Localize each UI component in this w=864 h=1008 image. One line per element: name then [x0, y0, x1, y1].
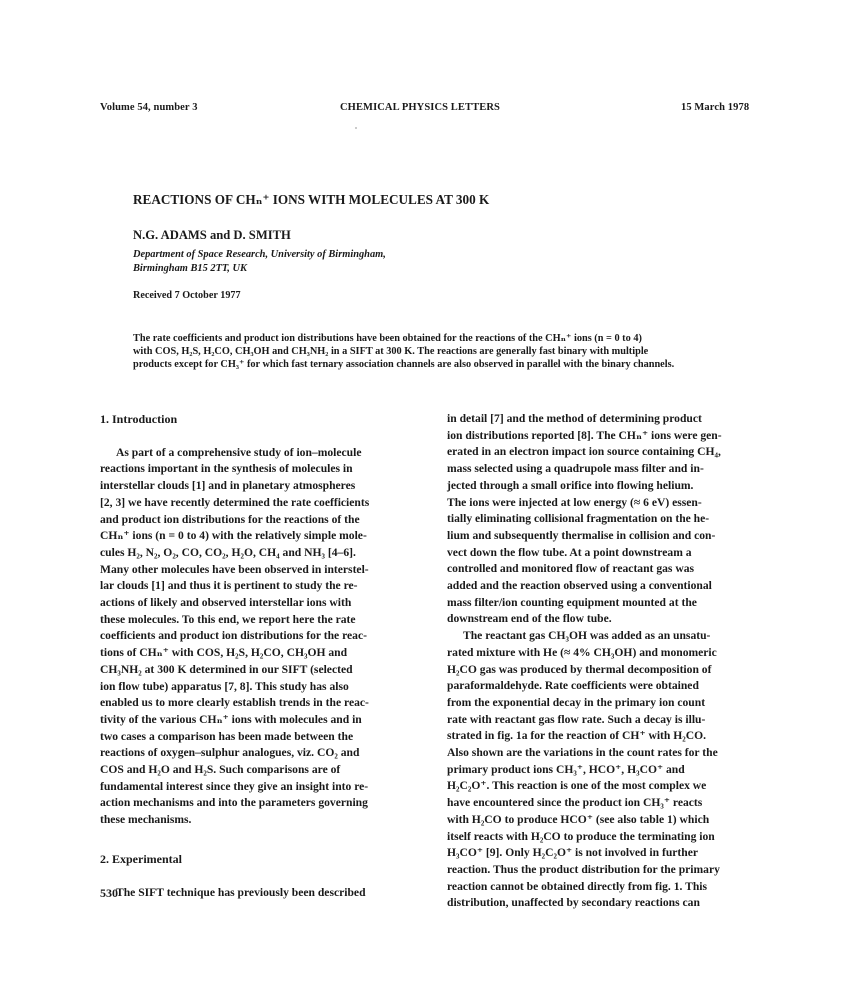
paragraph-line: rated mixture with He (≈ 4% CH₃OH) and monomeric: [447, 645, 717, 659]
paragraph-line: interstellar clouds [1] and in planetary atmospheres: [100, 479, 356, 493]
paragraph-line: and product ion distributions for the reactions of the: [100, 512, 360, 526]
paragraph-line: tially eliminating collisional fragmentation on the he-: [447, 512, 710, 526]
paragraph-line: Also shown are the variations in the count rates for the: [447, 746, 718, 760]
paragraph-line: jected through a small orifice into flowing helium.: [447, 478, 694, 492]
paragraph-line: fundamental interest since they give an insight into re-: [100, 779, 369, 793]
paragraph-line: these molecules. To this end, we report here the rate: [100, 612, 356, 626]
paragraph-line: paraformaldehyde. Rate coefficients were obtained: [447, 679, 699, 693]
paragraph-line: in detail [7] and the method of determining product: [447, 412, 702, 425]
paragraph-line: reaction cannot be obtained directly from fig. 1. This: [447, 879, 707, 893]
paragraph-line: lar clouds [1] and thus it is pertinent to study the re-: [100, 579, 358, 593]
paragraph-line: reactions important in the synthesis of molecules in: [100, 462, 353, 476]
paragraph-line: have encountered since the product ion CH₃⁺ reacts: [447, 796, 703, 810]
paragraph-line: reactions of oxygen–sulphur analogues, viz. CO₂ and: [100, 746, 360, 760]
authors: N.G. ADAMS and D. SMITH: [133, 228, 291, 242]
section-heading: 1. Introduction: [100, 412, 178, 426]
paragraph-line: The SIFT technique has previously been described: [116, 885, 366, 899]
left-column: [100, 411, 425, 901]
paragraph-line: tivity of the various CHₙ⁺ ions with molecules and in: [100, 712, 362, 726]
paragraph-line: actions of likely and observed interstellar ions with: [100, 596, 352, 610]
received-date: Received 7 October 1977: [133, 290, 241, 301]
paragraph-line: lium and subsequently thermalise in collision and con-: [447, 528, 716, 542]
paragraph-line: rate with reactant gas flow rate. Such a decay is illu-: [447, 712, 706, 726]
paragraph-line: two cases a comparison has been made between the: [100, 729, 354, 743]
affiliation-line: Department of Space Research, University of Birmingham,: [133, 249, 386, 260]
paragraph-line: cules H₂, N₂, O₂, CO, CO₂, H₂O, CH₄ and NH₃ [4–6].: [100, 545, 356, 559]
abstract-line: with COS, H₂S, H₂CO, CH₃OH and CH₃NH₂ in a SIFT at 300 K. The reactions are generally fast binary with multiple: [133, 346, 649, 358]
paragraph-line: coefficients and product ion distributions for the reac-: [100, 629, 367, 643]
paragraph-line: action mechanisms and into the parameters governing: [100, 796, 368, 810]
section-heading: 2. Experimental: [100, 851, 182, 866]
affiliation: [133, 248, 386, 276]
paragraph-line: enabled us to more clearly establish trends in the reac-: [100, 696, 369, 710]
right-column: [447, 411, 767, 912]
paragraph-line: erated in an electron impact ion source containing CH₄,: [447, 445, 721, 459]
journal-name: CHEMICAL PHYSICS LETTERS: [340, 102, 500, 113]
paragraph-line: H₂C₂O⁺. This reaction is one of the most complex we: [447, 779, 707, 793]
paragraph-line: itself reacts with H₂CO to produce the terminating ion: [447, 829, 715, 843]
paragraph-line: reaction. Thus the product distribution for the primary: [447, 862, 720, 876]
paragraph-line: controlled and monitored flow of reactant gas was: [447, 562, 695, 576]
paragraph-line: primary product ions CH₃⁺, HCO⁺, H₃CO⁺ and: [447, 762, 685, 776]
affiliation-line: Birmingham B15 2TT, UK: [133, 263, 247, 274]
volume-number: Volume 54, number 3: [100, 102, 198, 113]
paragraph-line: mass filter/ion counting equipment mounted at the: [447, 595, 697, 609]
paragraph-line: from the exponential decay in the primary ion count: [447, 695, 706, 709]
paragraph-line: The ions were injected at low energy (≈ 6 eV) essen-: [447, 495, 702, 509]
paragraph-line: COS and H₂O and H₂S. Such comparisons are of: [100, 763, 341, 777]
paragraph-line: [2, 3] we have recently determined the rate coefficients: [100, 495, 370, 509]
abstract: [133, 332, 773, 372]
paragraph-line: H₃CO⁺ [9]. Only H₂C₂O⁺ is not involved in further: [447, 846, 699, 860]
page-number: 530: [100, 886, 118, 900]
paragraph-line: ion distributions reported [8]. The CHₙ⁺ ions were gen-: [447, 428, 722, 442]
paragraph-line: added and the reaction observed using a conventional: [447, 579, 712, 593]
abstract-line: products except for CH₃⁺ for which fast ternary association channels are also observed in parallel with the binary channels.: [133, 359, 675, 371]
paragraph-line: CH₃NH₂ at 300 K determined in our SIFT (selected: [100, 662, 353, 676]
issue-date: 15 March 1978: [681, 102, 750, 113]
paragraph-line: with H₂CO to produce HCO⁺ (see also table 1) which: [447, 812, 710, 826]
paragraph-line: vect down the flow tube. At a point downstream a: [447, 545, 692, 559]
paragraph-line: The reactant gas CH₃OH was added as an unsatu-: [463, 629, 711, 643]
paragraph-line: CHₙ⁺ ions (n = 0 to 4) with the relatively simple mole-: [100, 529, 367, 543]
paragraph-line: these mechanisms.: [100, 813, 192, 827]
paragraph-line: Many other molecules have been observed in interstel-: [100, 562, 369, 576]
paragraph-line: distribution, unaffected by secondary reactions can: [447, 896, 700, 910]
paragraph-line: downstream end of the flow tube.: [447, 612, 612, 626]
paragraph-line: As part of a comprehensive study of ion–molecule: [116, 445, 362, 459]
paragraph-line: mass selected using a quadrupole mass filter and in-: [447, 462, 704, 476]
paragraph-line: H₂CO gas was produced by thermal decomposition of: [447, 662, 712, 676]
speck: [355, 127, 357, 129]
article-title: REACTIONS OF CHₙ⁺ IONS WITH MOLECULES AT 300 K: [133, 192, 490, 207]
paragraph-line: strated in fig. 1a for the reaction of CH⁺ with H₂CO.: [447, 729, 707, 743]
abstract-line: The rate coefficients and product ion distributions have been obtained for the reactions of the CHₙ⁺ ions (n = 0 to 4): [133, 333, 642, 344]
paragraph-line: tions of CHₙ⁺ with COS, H₂S, H₂CO, CH₃OH and: [100, 646, 348, 660]
paragraph-line: ion flow tube) apparatus [7, 8]. This study has also: [100, 679, 349, 693]
